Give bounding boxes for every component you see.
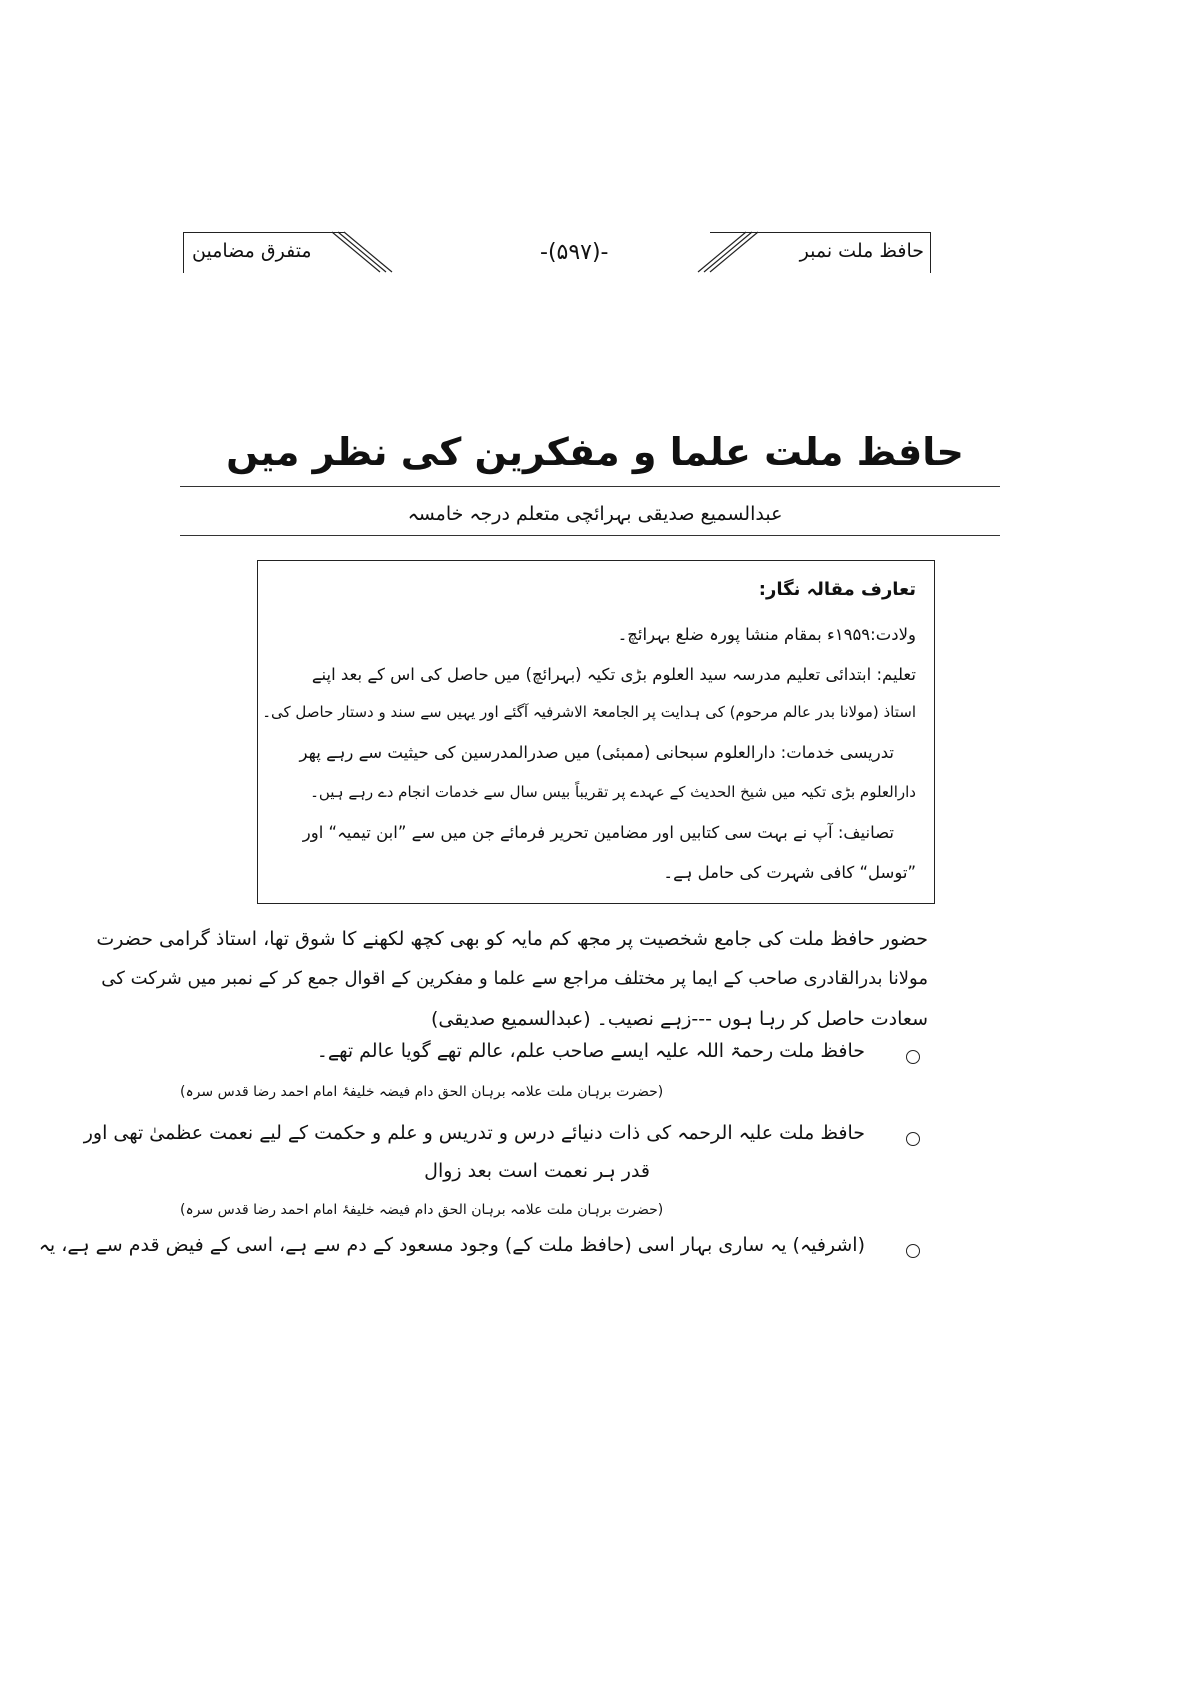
- bullet-icon: [906, 1132, 920, 1146]
- quote-line: (اشرفیہ) یہ ساری بہار اسی (حافظ ملت کے) وجود مسعود کے دم سے ہے، اسی کے فیض قدم سے ہے، یہ: [38, 1234, 865, 1256]
- intro-line: استاذ (مولانا بدر عالم مرحوم) کی ہدایت پر الجامعۃ الاشرفیہ آگئے اور یہیں سے سند و دستار حاصل کی۔: [262, 703, 916, 721]
- quote-source: (حضرت برہان ملت علامہ برہان الحق دام فیضہ خلیفۂ امام احمد رضا قدس سرہ): [180, 1084, 664, 1100]
- author-rule: [180, 535, 1000, 536]
- intro-paragraph-line: مولانا بدرالقادری صاحب کے ایما پر مختلف مراجع سے علما و مفکرین کے اقوال جمع کر کے نمبر میں شرکت کی: [101, 968, 928, 989]
- quote-source: (حضرت برہان ملت علامہ برہان الحق دام فیضہ خلیفۂ امام احمد رضا قدس سرہ): [180, 1202, 664, 1218]
- intro-line: ”توسل“ کافی شہرت کی حامل ہے۔: [663, 863, 916, 882]
- article-title: حافظ ملت علما و مفکرین کی نظر میں: [226, 430, 964, 474]
- article-author: عبدالسمیع صدیقی بہرائچی متعلم درجہ خامسہ: [407, 503, 783, 525]
- header-section-label: متفرق مضامین: [192, 240, 312, 262]
- author-intro-box: [257, 560, 935, 904]
- intro-paragraph-line: سعادت حاصل کر رہا ہوں ---زہے نصیب۔ (عبدالسمیع صدیقی): [431, 1008, 928, 1030]
- intro-line: ولادت:۱۹۵۹ء بمقام منشا پورہ ضلع بہرائچ۔: [617, 625, 916, 644]
- header-journal-title: حافظ ملت نمبر: [799, 240, 924, 262]
- intro-heading: تعارف مقالہ نگار:: [758, 579, 916, 600]
- quote-line: قدر ہر نعمت است بعد زوال: [424, 1160, 650, 1182]
- intro-line: تدریسی خدمات: دارالعلوم سبحانی (ممبئی) میں صدرالمدرسین کی حیثیت سے رہے پھر: [299, 743, 894, 762]
- intro-paragraph-line: حضور حافظ ملت کی جامع شخصیت پر مجھ کم مایہ کو بھی کچھ لکھنے کا شوق تھا، استاذ گرامی حضرت: [96, 928, 928, 950]
- bullet-icon: [906, 1050, 920, 1064]
- quote-line: حافظ ملت علیہ الرحمہ کی ذات دنیائے درس و تدریس و علم و حکمت کے لیے نعمت عظمیٰ تھی اور: [83, 1122, 865, 1144]
- header-right-diagonal: [680, 230, 760, 275]
- page-number: -(۵۹۷)-: [540, 240, 609, 265]
- bullet-icon: [906, 1244, 920, 1258]
- intro-line: تعلیم: ابتدائی تعلیم مدرسہ سید العلوم بڑی تکیہ (بہرائچ) میں حاصل کی اس کے بعد اپنے: [311, 665, 916, 684]
- header-left-diagonal: [330, 230, 410, 275]
- intro-line: دارالعلوم بڑی تکیہ میں شیخ الحدیث کے عہدے پر تقریباً بیس سال سے خدمات انجام دے رہے ہیں۔: [310, 783, 916, 801]
- intro-line: تصانیف: آپ نے بہت سی کتابیں اور مضامین تحریر فرمائے جن میں سے ”ابن تیمیہ“ اور: [302, 823, 894, 842]
- title-rule: [180, 486, 1000, 487]
- quote-line: حافظ ملت رحمۃ اللہ علیہ ایسے صاحب علم، عالم تھے گویا عالم تھے۔: [316, 1040, 865, 1062]
